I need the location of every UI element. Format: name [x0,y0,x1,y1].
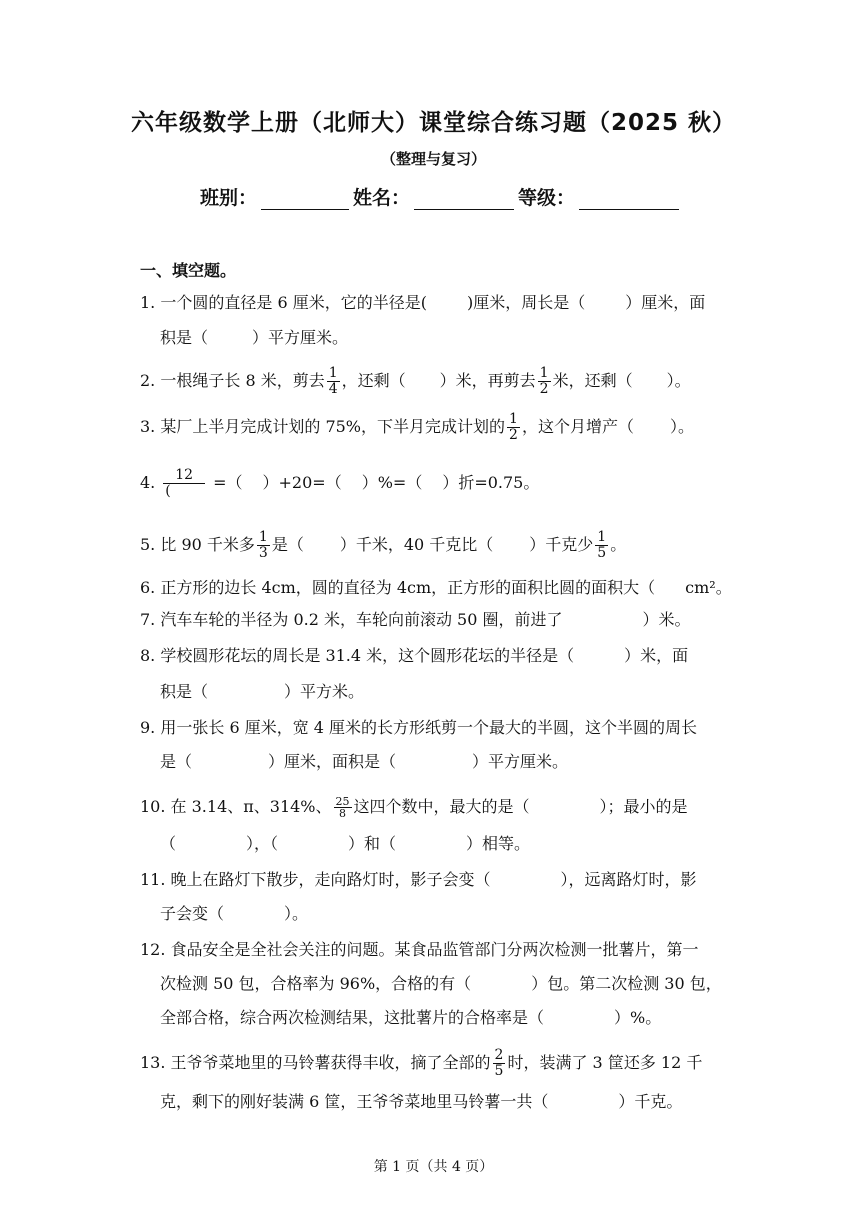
q10-text-f: ），（ [246,834,279,853]
fraction-one-quarter: $\frac{1}{4}$ [328,365,338,397]
page-number-footer: 第 1 页（共 4 页） [373,1159,494,1175]
fraction-one-fifth: $\frac{1}{5}$ [597,529,607,561]
question-9-line-2 [160,750,568,774]
q6-text-b: cm²。 [685,578,732,597]
q8-text-a: 8. 学校圆形花坛的周长是 31.4 米，这个圆形花坛的半径是（ [140,646,575,665]
question-8-line-2 [160,680,364,704]
q2-text-a: 2. 一根绳子长 8 米，剪去 [140,371,325,390]
q7-text-b: ）米。 [642,610,691,629]
q2-text-d: 米，还剩（ [552,371,633,390]
fraction-one-half: $\frac{1}{2}$ [539,365,549,397]
q4-text-b: =（ [213,473,243,492]
q11-text-b: ），远离路灯时，影 [560,870,697,889]
question-7-line [140,608,691,632]
q10-text-c: 这四个数中，最大的是（ [353,797,530,816]
fraction-twenty-five-eighths: $\frac{25}{8}$ [335,795,350,820]
q10-text-b: 、314%、 [253,797,332,816]
fraction-one-half: $\frac{1}{2}$ [509,411,518,443]
question-9-line-1 [140,716,697,740]
q10-text-a: 10. 在 3.14、 [140,797,244,816]
q13-text-d: ）千克。 [618,1092,683,1111]
class-blank[interactable] [261,189,349,210]
fraction-one-third: $\frac{1}{3}$ [258,529,268,561]
q10-text-d: ）；最小的是 [599,797,688,816]
q4-text-c: ）+20=（ [262,473,342,492]
q12-text-b: 次检测 50 包，合格率为 96%，合格的有（ [160,974,472,993]
question-11-line-2 [160,902,308,926]
q10-text-e: （ [160,834,177,853]
question-3-line [140,412,694,443]
q4-text-a: 4. [140,473,156,492]
question-2-line [140,366,691,397]
page-subtitle: （整理与复习） [380,150,486,168]
question-5-line [140,530,626,561]
q9-text-c: ）厘米，面积是（ [268,752,397,771]
q13-text-b: 时，装满了 3 筐还多 12 千 [507,1053,703,1072]
q12-text-a: 12. 食品安全是全社会关注的问题。某食品监管部门分两次检测一批薯片，第一 [140,940,699,959]
q5-text-a: 5. 比 90 千米多 [140,535,255,554]
q5-text-e: 。 [610,535,627,554]
fraction-twelve-over-blank: $\frac{12}{(}$ [163,468,205,499]
q8-text-c: 积是（ [160,682,209,701]
question-12-line-2 [160,972,722,996]
q11-text-c: 子会变（ [160,904,225,923]
q2-text-b: ，还剩（ [341,371,406,390]
class-label: 班别： [200,187,258,209]
q5-text-b: 是（ [271,535,304,554]
q13-text-c: 克，剩下的刚好装满 6 筐，王爷爷菜地里马铃薯一共（ [160,1092,549,1111]
question-11-line-1 [140,868,697,892]
q10-text-h: ）相等。 [466,834,531,853]
q8-text-b: ）米，面 [624,646,689,665]
q1-text-d: 积是（ [160,328,209,347]
q12-text-c: ）包。第二次检测 30 包， [531,974,722,993]
q1-text-a: 1. 一个圆的直径是 6 厘米，它的半径是( [140,293,427,312]
q7-text-a: 7. 汽车车轮的半径为 0.2 米，车轮向前滚动 50 圈，前进了 [140,610,563,629]
page-title: 六年级数学上册（北师大）课堂综合练习题（2025 秋） [130,110,737,136]
q4-text-d: ）%=（ [361,473,423,492]
question-12-line-3 [160,1006,661,1030]
grade-label: 等级： [518,187,576,209]
pi-symbol: π [243,797,254,816]
q2-text-e: ）。 [666,371,691,390]
q3-text-c: ）。 [669,417,694,436]
student-info-row [200,180,683,210]
grade-blank[interactable] [579,189,679,210]
q8-text-d: ）平方米。 [284,682,365,701]
q1-text-b: )厘米，周长是（ [466,293,586,312]
q6-text-a: 6. 正方形的边长 4cm，圆的直径为 4cm，正方形的面积比圆的面积大（ [140,578,656,597]
q4-text-e: ）折=0.75。 [442,473,540,492]
q2-text-c: ）米，再剪去 [439,371,536,390]
q11-text-d: ）。 [284,904,309,923]
section-heading: 一、填空题。 [140,261,237,280]
question-1-line-2 [160,326,348,350]
q9-text-a: 9. 用一张长 6 厘米，宽 4 厘米的长方形纸剪一个最大的半圆，这个半圆的周长 [140,718,698,737]
name-blank[interactable] [414,189,514,210]
q12-text-e: ）%。 [614,1008,662,1027]
question-1-line-1 [140,291,705,315]
fraction-two-fifths: $\frac{2}{5}$ [494,1047,504,1079]
q3-text-b: ，这个月增产（ [521,417,634,436]
question-4-line [140,468,539,499]
q3-text-a: 3. 某厂上半月完成计划的 75%，下半月完成计划的 [140,417,506,436]
q10-text-g: ）和（ [348,834,397,853]
question-6-line [140,576,732,600]
q13-text-a: 13. 王爷爷菜地里的马铃薯获得丰收，摘了全部的 [140,1053,491,1072]
q5-text-c: ）千米，40 千克比（ [339,535,494,554]
question-8-line-1 [140,644,688,668]
q1-text-e: ）平方厘米。 [252,328,349,347]
name-label: 姓名： [353,187,411,209]
q12-text-d: 全部合格，综合两次检测结果，这批薯片的合格率是（ [160,1008,545,1027]
question-10-line-1 [140,795,688,819]
question-13-line-2 [160,1090,682,1114]
q9-text-b: 是（ [160,752,193,771]
question-10-line-2 [160,832,530,856]
q11-text-a: 11. 晚上在路灯下散步，走向路灯时，影子会变（ [140,870,491,889]
q1-text-c: ）厘米，面 [625,293,706,312]
q5-text-d: ）千克少 [529,535,594,554]
question-12-line-1 [140,938,699,962]
question-13-line-1 [140,1048,702,1079]
q9-text-d: ）平方厘米。 [472,752,569,771]
